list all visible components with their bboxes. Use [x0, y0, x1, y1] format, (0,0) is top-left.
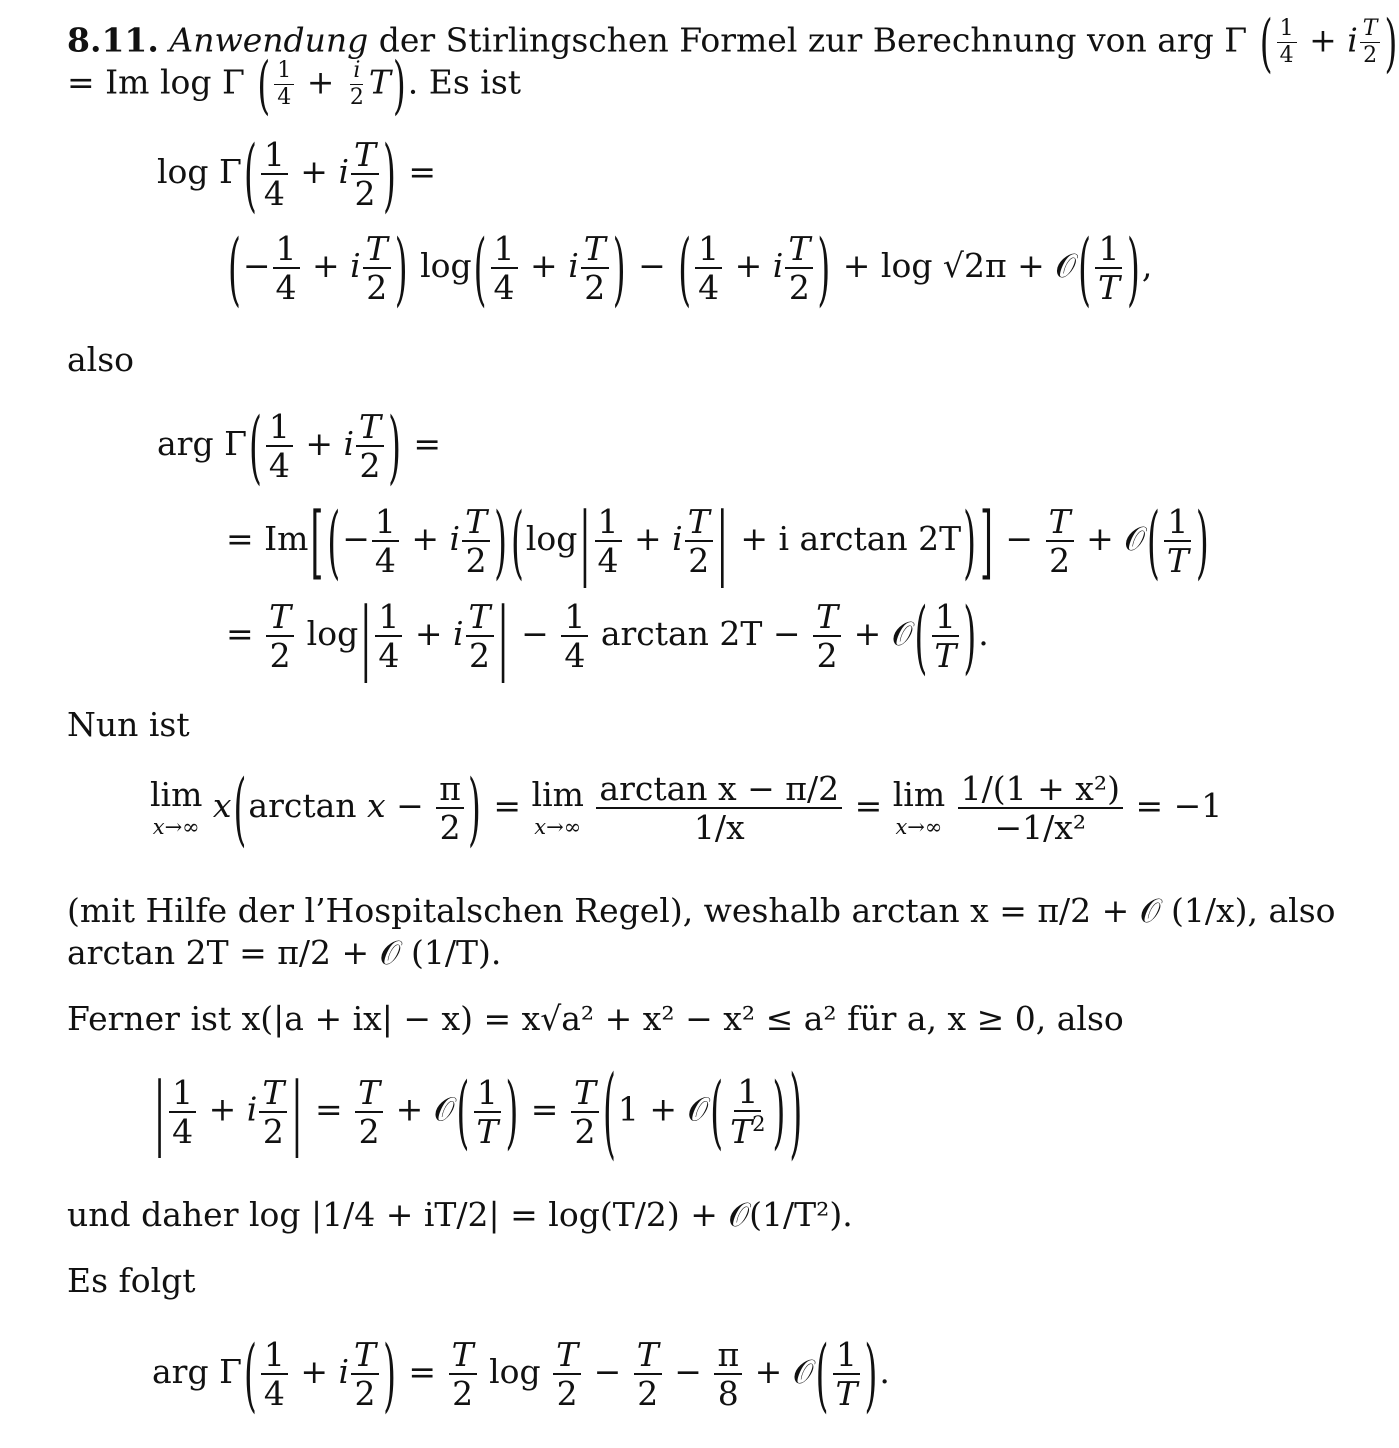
equation-4: | $\frac{1}{4}$ + i $\frac{T}{2}$ | = $\frac{T}{2}$ + 𝒪( $\frac{1}{T}$ ) = $\frac{T}{2}$ (1 + 𝒪( $\frac{1}{T^2}$ ) ) — [154, 1053, 803, 1170]
equation-2-lhs: arg Γ( $\frac{1}{4}$ + i $\frac{T}{2}$ ) = — [157, 399, 442, 493]
eq3-result: = −1 — [1135, 786, 1223, 825]
equation-3: lim x→∞ x(arctan x − $\frac{\pi}{2}$ ) = lim x→∞ $\frac{\text{arctan x − π/2}}{1/x}$ = lim x→∞ $\frac{\text{1/(1 + x²)}}{\text{−1/x²}}$ = −1 — [150, 761, 1223, 855]
para-1-line-1: (mit Hilfe der l’Hospitalschen Regel), weshalb arctan x = π/2 + 𝒪 (1/x), also — [67, 891, 1336, 930]
eq1-rhs-text: log √2π + 𝒪 — [880, 246, 1077, 285]
heading-line2: = Im log Γ ( $\frac{1}{4}$ + $\frac{i}{2}$ T). Es ist — [67, 47, 522, 122]
text-nun-ist: Nun ist — [67, 705, 190, 744]
eq1-lhs-text: log Γ — [157, 152, 242, 191]
equation-5: arg Γ( $\frac{1}{4}$ + i $\frac{T}{2}$ ) = $\frac{T}{2}$ log $\frac{T}{2}$ − $\frac{T}{2}$ − $\frac{\pi}{8}$ + 𝒪( $\frac{1}{T}$ ). — [152, 1327, 890, 1421]
eq2-lhs-text: arg Γ — [157, 424, 247, 463]
heading-line2-a: = Im log Γ — [67, 62, 245, 102]
eq2-line2-mid: arctan 2T — [600, 614, 763, 653]
para-3: und daher log |1/4 + iT/2| = log(T/2) + 𝒪(1/T²). — [67, 1195, 853, 1234]
section-heading: 8.11. Anwendung der Stirlingschen Formel zur Berechnung von arg Γ ( $\frac{1}{4}$ + i $\frac{T}{2}$ ) — [67, 5, 1398, 80]
section-number: 8.11. — [67, 20, 159, 60]
para-2: Ferner ist x(|a + ix| − x) = x√a² + x² − x² ≤ a² für a, x ≥ 0, also — [67, 999, 1124, 1038]
equation-1-rhs: (− $\frac{1}{4}$ + i $\frac{T}{2}$ ) log( $\frac{1}{4}$ + i $\frac{T}{2}$ ) − ( $\frac{1}{4}$ + i $\frac{T}{2}$ ) + log √2π + 𝒪( $\frac{1}{T}$ ), — [228, 221, 1153, 315]
heading-text: der Stirlingschen Formel zur Berechnung von arg Γ — [368, 20, 1248, 60]
equation-2-line2: = $\frac{T}{2}$ log| $\frac{1}{4}$ + i $\frac{T}{2}$ | − $\frac{1}{4}$ arctan 2T − $\frac{T}{2}$ + 𝒪( $\frac{1}{T}$ ). — [226, 589, 989, 683]
eq2-line1-mid: + i arctan 2T — [740, 519, 962, 558]
text-also: also — [67, 340, 135, 379]
equation-2-line1: = Im[ (− $\frac{1}{4}$ + i $\frac{T}{2}$ ) (log| $\frac{1}{4}$ + i $\frac{T}{2}$ | + i arctan 2T) ] − $\frac{T}{2}$ + 𝒪( $\frac{1}{T}$ ) — [226, 494, 1209, 588]
heading-line2-b: . Es ist — [407, 62, 522, 102]
equation-1-lhs: log Γ( $\frac{1}{4}$ + i $\frac{T}{2}$ ) = — [157, 127, 437, 221]
text-es-folgt: Es folgt — [67, 1261, 196, 1300]
section-title: Anwendung — [169, 20, 369, 60]
para-1-line-2: arctan 2T = π/2 + 𝒪 (1/T). — [67, 933, 502, 972]
